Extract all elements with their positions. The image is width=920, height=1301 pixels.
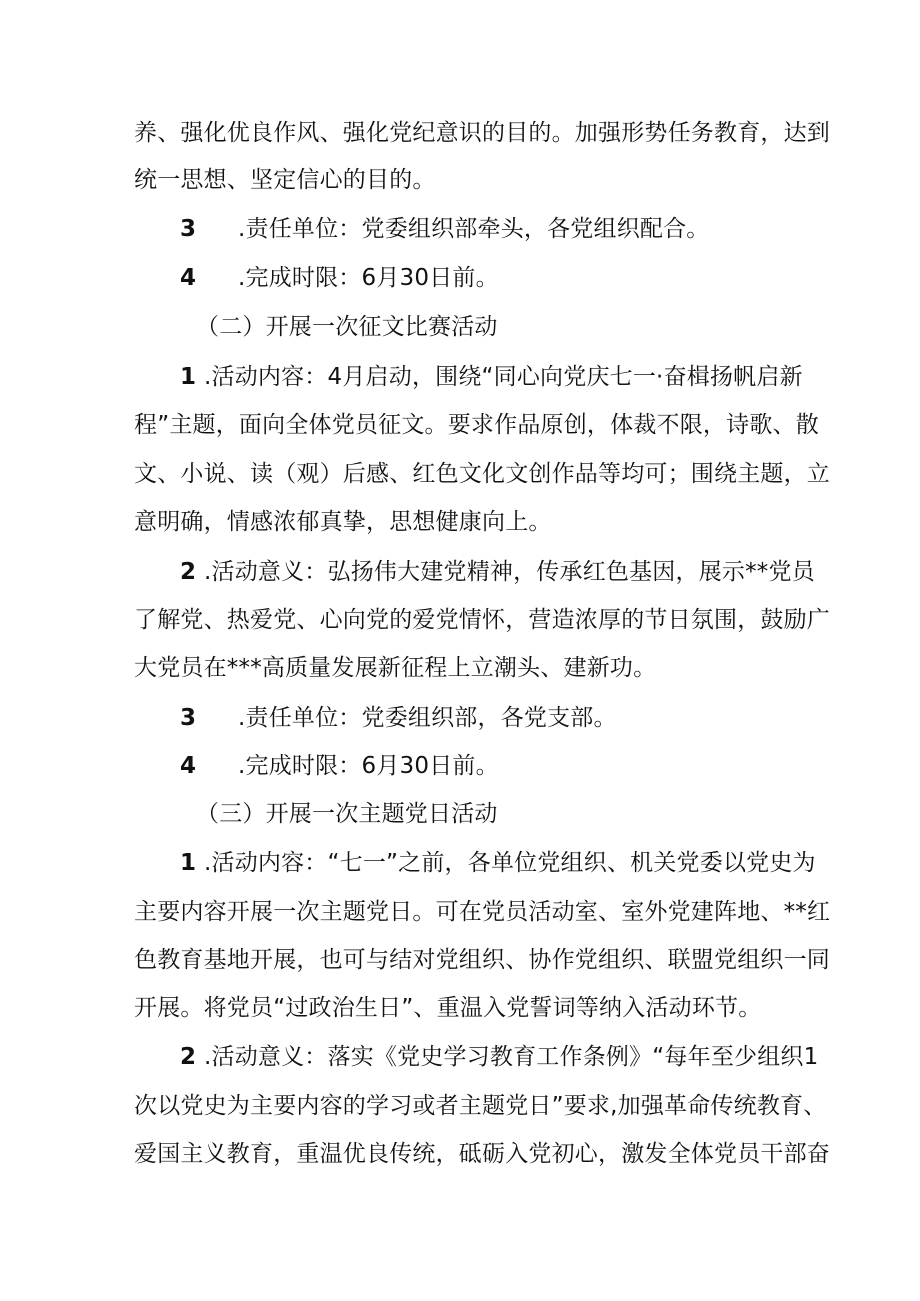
paragraph-line: 文、小说、读（观）后感、红色文化文创作品等均可；围绕主题，立	[134, 461, 830, 487]
paragraph-line: 意明确，情感浓郁真挚，思想健康向上。	[134, 509, 552, 535]
numbered-item	[180, 1046, 818, 1069]
item-text: .责任单位：党委组织部，各党支部。	[238, 705, 617, 731]
numbered-item	[180, 218, 710, 241]
item-text: .完成时限：6月30日前。	[238, 265, 499, 291]
item-number: 3	[180, 216, 197, 242]
paragraph-line: 主要内容开展一次主题党日。可在党员活动室、室外党建阵地、**红	[134, 899, 831, 925]
numbered-item	[180, 707, 617, 730]
paragraph-line: 了解党、热爱党、心向党的爱党情怀，营造浓厚的节日氛围，鼓励广	[134, 607, 830, 633]
item-text: .活动内容：“七一”之前，各单位党组织、机关党委以党史为	[204, 850, 816, 876]
paragraph-line: 程”主题，面向全体党员征文。要求作品原创，体裁不限，诗歌、散	[134, 412, 819, 438]
numbered-item	[180, 366, 803, 389]
paragraph-line: 开展。将党员“过政治生日”、重温入党誓词等纳入活动环节。	[134, 995, 762, 1021]
section-heading: （二）开展一次征文比赛活动	[196, 314, 498, 340]
numbered-item	[180, 852, 816, 875]
numbered-item	[180, 561, 815, 584]
section-heading: （三）开展一次主题党日活动	[196, 801, 498, 827]
paragraph-line: 次以党史为主要内容的学习或者主题党日”要求,加强革命传统教育、	[134, 1093, 827, 1119]
item-number: 2	[180, 1044, 197, 1070]
numbered-item	[180, 267, 499, 290]
paragraph-line: 养、强化优良作风、强化党纪意识的目的。加强形势任务教育，达到	[134, 120, 830, 146]
item-text: .责任单位：党委组织部牵头，各党组织配合。	[238, 216, 710, 242]
paragraph-line: 色教育基地开展，也可与结对党组织、协作党组织、联盟党组织一同	[134, 947, 830, 973]
numbered-item	[180, 755, 499, 778]
paragraph-line: 大党员在***高质量发展新征程上立潮头、建新功。	[134, 655, 657, 681]
item-text: .活动内容：4月启动，围绕“同心向党庆七一·奋楫扬帆启新	[204, 364, 803, 390]
item-number: 4	[180, 265, 197, 291]
item-number: 2	[180, 559, 197, 585]
item-number: 3	[180, 705, 197, 731]
item-text: .活动意义：落实《党史学习教育工作条例》“每年至少组织1	[204, 1044, 819, 1070]
item-number: 1	[180, 364, 197, 390]
item-text: .活动意义：弘扬伟大建党精神，传承红色基因，展示**党员	[204, 559, 815, 585]
item-text: .完成时限：6月30日前。	[238, 753, 499, 779]
item-number: 1	[180, 850, 197, 876]
item-number: 4	[180, 753, 197, 779]
paragraph-line: 爱国主义教育，重温优良传统，砥砺入党初心，激发全体党员干部奋	[134, 1141, 830, 1167]
paragraph-line: 统一思想、坚定信心的目的。	[134, 167, 436, 193]
